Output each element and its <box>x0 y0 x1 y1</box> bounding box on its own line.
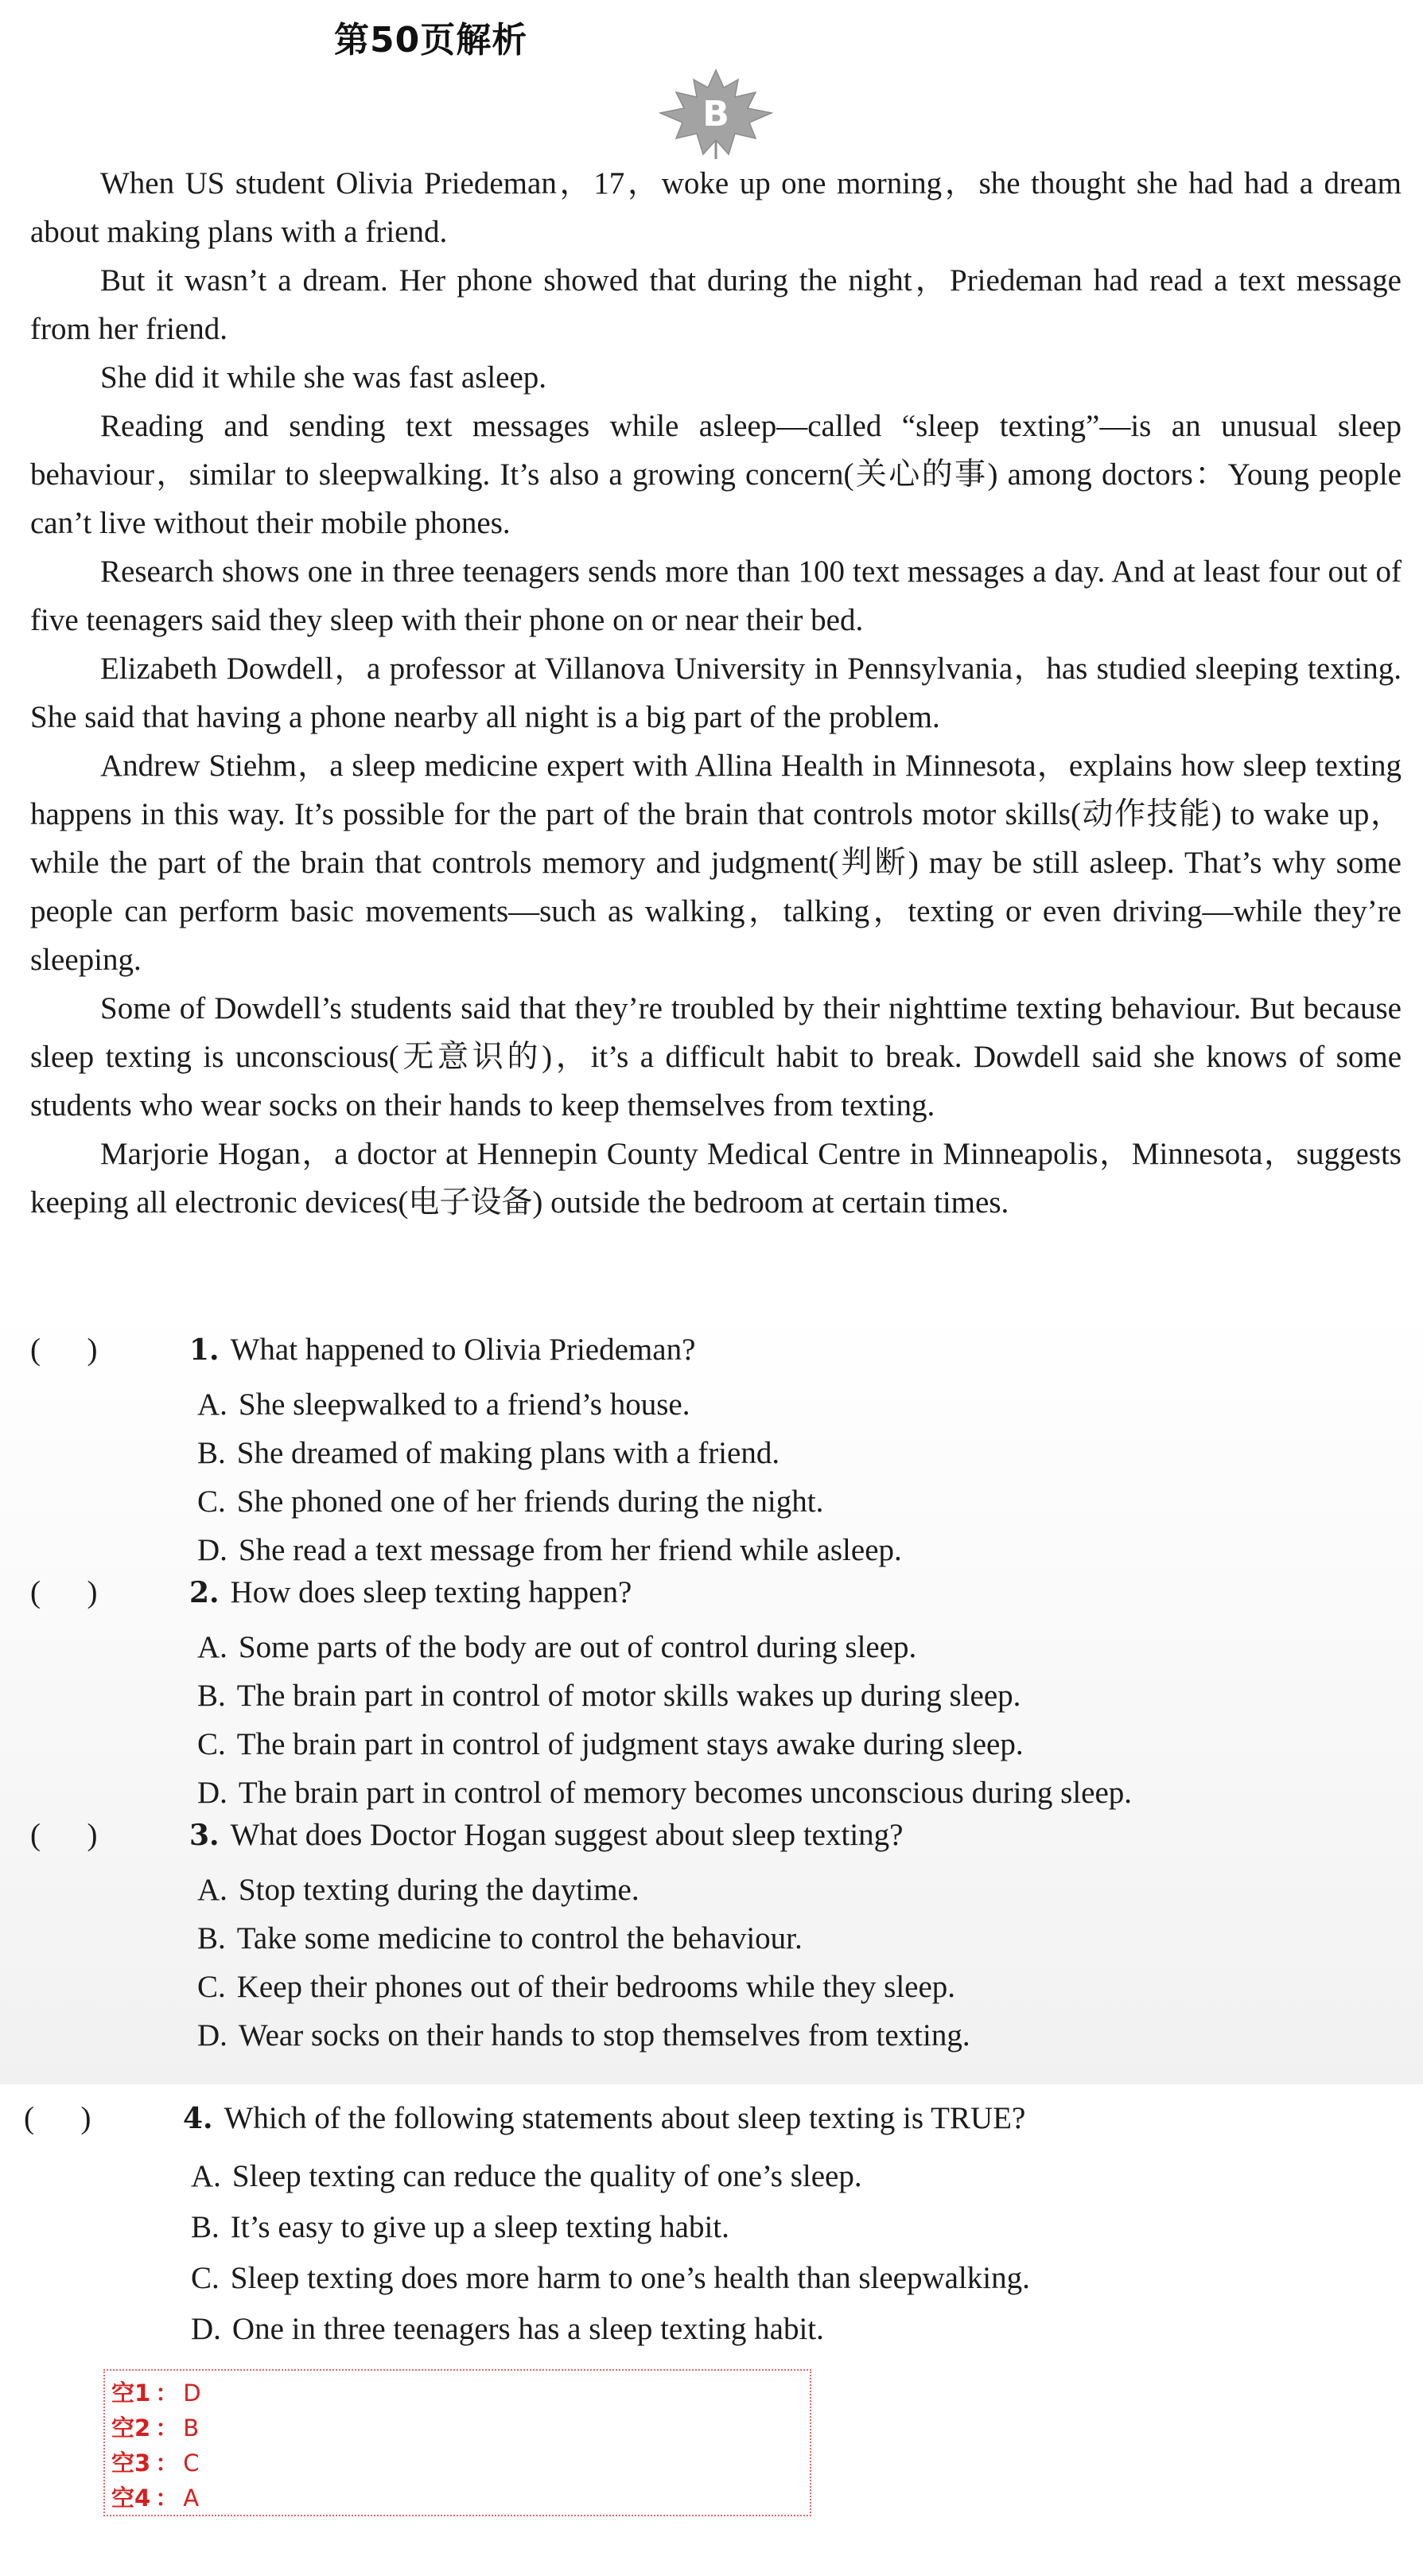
passage-paragraph: Elizabeth Dowdell，a professor at Villanova University in Pennsylvania，has studied sleeping texting. She said that having a phone nearby all night is a big part of the problem. <box>30 652 1402 734</box>
option-b[interactable] <box>30 1429 1402 1477</box>
question-text: How does sleep texting happen? <box>230 1575 632 1609</box>
option-letter: D. <box>197 1776 227 1810</box>
option-a[interactable] <box>30 1866 1402 1914</box>
option-text: Wear socks on their hands to stop themselves from texting. <box>238 2018 970 2053</box>
answer-label: 空1 <box>111 2379 151 2407</box>
option-letter: B. <box>197 1679 226 1713</box>
option-text: It’s easy to give up a sleep texting habit. <box>230 2210 729 2244</box>
question-number: 2. <box>189 1576 220 1609</box>
answer-value: B <box>183 2415 200 2442</box>
option-text: She phoned one of her friends during the night. <box>236 1485 824 1519</box>
answer-bracket[interactable]: ( ) <box>30 1818 98 1852</box>
answer-row <box>111 2481 803 2516</box>
question-3 <box>30 1817 1402 2060</box>
option-c[interactable] <box>24 2253 1395 2304</box>
answer-value: A <box>183 2485 200 2512</box>
option-c[interactable] <box>30 1963 1402 2011</box>
section-badge <box>652 65 780 161</box>
answer-separator: ： <box>155 2415 179 2442</box>
passage-paragraph: When US student Olivia Priedeman，17，woke up one morning，she thought she had had a dream about making plans with a friend. <box>30 166 1402 249</box>
option-text: One in three teenagers has a sleep texting habit. <box>231 2312 824 2346</box>
page-title: 第50页解析 <box>334 20 528 60</box>
option-text: Take some medicine to control the behaviour. <box>236 1921 803 1955</box>
option-letter: D. <box>197 2018 227 2053</box>
option-text: The brain part in control of memory becomes unconscious during sleep. <box>238 1776 1133 1810</box>
option-b[interactable] <box>30 1671 1402 1720</box>
option-letter: A. <box>197 1630 227 1664</box>
question-text: Which of the following statements about sleep texting is TRUE? <box>224 2101 1026 2135</box>
question-text: What does Doctor Hogan suggest about sleep texting? <box>230 1818 904 1852</box>
option-letter: C. <box>197 1727 226 1761</box>
passage-paragraph: Andrew Stiehm，a sleep medicine expert with Allina Health in Minnesota，explains how sleep texting happens in this way. It’s possible for the part of the brain that controls motor skills(动作技能) to wake up，while the part of the brain that controls memory and judgment(判断) may be still asleep. That’s why some people can perform basic movements—such as walking，talking，texting or even driving—while they’re sleeping. <box>30 749 1402 977</box>
option-letter: A. <box>191 2159 221 2193</box>
question-1 <box>30 1332 1402 1574</box>
option-c[interactable] <box>30 1477 1402 1526</box>
answer-value: C <box>183 2450 200 2477</box>
option-b[interactable] <box>30 1914 1402 1963</box>
question-number: 4. <box>183 2102 213 2135</box>
reading-passage <box>30 159 1402 1227</box>
option-text: She dreamed of making plans with a friend. <box>236 1436 780 1470</box>
answer-value: D <box>183 2379 201 2407</box>
passage-paragraph: She did it while she was fast asleep. <box>100 360 547 395</box>
passage-paragraph: Reading and sending text messages while asleep—called “sleep texting”—is an unusual sleep behaviour，similar to sleepwalking. It’s also a growing concern(关心的事) among doctors：Young people can’t live without their mobile phones. <box>30 409 1402 540</box>
passage-paragraph: Marjorie Hogan，a doctor at Hennepin County Medical Centre in Minneapolis，Minnesota，suggests keeping all electronic devices(电子设备) outside the bedroom at certain times. <box>30 1137 1402 1220</box>
option-c[interactable] <box>30 1720 1402 1769</box>
answer-row <box>111 2446 803 2481</box>
passage-paragraph: Research shows one in three teenagers sends more than 100 text messages a day. And at least four out of five teenagers said they sleep with their phone on or near their bed. <box>30 555 1402 637</box>
option-b[interactable] <box>24 2202 1395 2253</box>
option-text: Stop texting during the daytime. <box>238 1873 640 1907</box>
option-letter: B. <box>197 1921 226 1955</box>
answer-bracket[interactable]: ( ) <box>24 2101 91 2135</box>
option-letter: D. <box>191 2312 221 2346</box>
passage-paragraph: But it wasn’t a dream. Her phone showed that during the night，Priedeman had read a text message from her friend. <box>30 263 1402 346</box>
answer-separator: ： <box>155 2450 179 2477</box>
answer-row <box>111 2376 803 2411</box>
option-letter: C. <box>197 1485 226 1519</box>
option-text: Sleep texting does more harm to one’s health than sleepwalking. <box>230 2261 1030 2295</box>
option-a[interactable] <box>30 1623 1402 1671</box>
option-text: She read a text message from her friend while asleep. <box>238 1533 902 1567</box>
answer-separator: ： <box>155 2485 179 2512</box>
option-letter: C. <box>197 1970 226 2004</box>
option-text: Keep their phones out of their bedrooms while they sleep. <box>236 1970 956 2004</box>
answer-bracket[interactable]: ( ) <box>30 1333 98 1367</box>
option-letter: A. <box>197 1873 227 1907</box>
option-letter: C. <box>191 2261 220 2295</box>
option-text: Some parts of the body are out of control during sleep. <box>238 1630 917 1664</box>
option-letter: A. <box>197 1387 227 1422</box>
option-d[interactable] <box>30 1526 1402 1574</box>
maple-leaf-icon <box>652 65 780 161</box>
answer-separator: ： <box>155 2379 179 2407</box>
answer-key-box <box>103 2369 811 2516</box>
option-text: The brain part in control of judgment stays awake during sleep. <box>236 1727 1024 1761</box>
option-letter: D. <box>197 1533 227 1567</box>
option-letter: B. <box>191 2210 220 2244</box>
answer-label: 空3 <box>111 2450 151 2477</box>
option-d[interactable] <box>30 2011 1402 2060</box>
option-text: Sleep texting can reduce the quality of one’s sleep. <box>231 2159 862 2193</box>
option-a[interactable] <box>30 1380 1402 1429</box>
passage-paragraph: Some of Dowdell’s students said that they’re troubled by their nighttime texting behaviour. But because sleep texting is unconscious(无意识的)，it’s a difficult habit to break. Dowdell said she knows of some students who wear socks on their hands to keep themselves from texting. <box>30 991 1402 1123</box>
question-2 <box>30 1574 1402 1817</box>
question-number: 3. <box>189 1819 220 1852</box>
answer-label: 空4 <box>111 2485 151 2512</box>
option-text: She sleepwalked to a friend’s house. <box>238 1387 690 1422</box>
question-text: What happened to Olivia Priedeman? <box>230 1333 696 1367</box>
answer-label: 空2 <box>111 2415 151 2442</box>
option-letter: B. <box>197 1436 226 1470</box>
option-a[interactable] <box>24 2151 1395 2202</box>
option-text: The brain part in control of motor skills wakes up during sleep. <box>236 1679 1021 1713</box>
question-4 <box>24 2100 1395 2355</box>
option-d[interactable] <box>24 2304 1395 2355</box>
answer-bracket[interactable]: ( ) <box>30 1575 98 1609</box>
question-number: 1. <box>189 1333 220 1367</box>
option-d[interactable] <box>30 1769 1402 1817</box>
section-letter: B <box>702 94 729 134</box>
answer-row <box>111 2411 803 2446</box>
